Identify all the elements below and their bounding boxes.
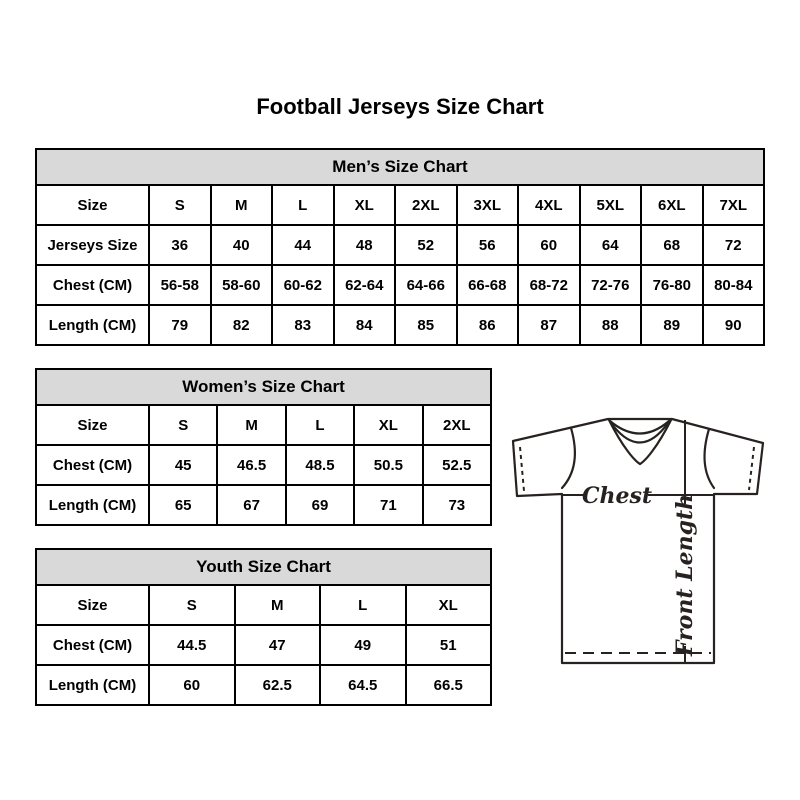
value-cell: S [149,585,235,625]
left-cuff-stitch-line [520,447,524,491]
value-cell: XL [354,405,422,445]
value-cell: 86 [457,305,519,345]
value-cell: S [149,185,211,225]
value-cell: 62.5 [235,665,321,705]
value-cell: 66-68 [457,265,519,305]
table-header-row [36,549,491,585]
value-cell: 72-76 [580,265,642,305]
youth-size-table [35,548,492,706]
value-cell: 2XL [423,405,491,445]
value-cell: 45 [149,445,217,485]
chest-label: Chest [581,483,653,509]
value-cell: 90 [703,305,765,345]
left-armhole-seam [562,428,575,488]
table-title: Women’s Size Chart [36,369,491,405]
value-cell: 60 [149,665,235,705]
value-cell: 56-58 [149,265,211,305]
value-cell: 72 [703,225,765,265]
value-cell: 76-80 [641,265,703,305]
row-label-cell: Chest (CM) [36,265,149,305]
value-cell: 3XL [457,185,519,225]
value-cell: 84 [334,305,396,345]
table-row [36,405,491,445]
value-cell: 46.5 [217,445,285,485]
value-cell: 68-72 [518,265,580,305]
value-cell: L [286,405,354,445]
value-cell: 5XL [580,185,642,225]
value-cell: 67 [217,485,285,525]
value-cell: 65 [149,485,217,525]
row-label-cell: Length (CM) [36,305,149,345]
table-row [36,305,764,345]
row-label-cell: Length (CM) [36,665,149,705]
table-row [36,225,764,265]
table-title: Youth Size Chart [36,549,491,585]
right-armhole-seam [705,429,714,488]
value-cell: 6XL [641,185,703,225]
value-cell: 52 [395,225,457,265]
value-cell: 58-60 [211,265,273,305]
value-cell: M [235,585,321,625]
value-cell: M [217,405,285,445]
jersey-outline-icon [505,400,777,680]
table-row [36,585,491,625]
value-cell: 83 [272,305,334,345]
page-title: Football Jerseys Size Chart [256,94,544,119]
table-title: Men’s Size Chart [36,149,764,185]
value-cell: 64 [580,225,642,265]
table-header-row [36,149,764,185]
table-row [36,445,491,485]
front-length-label: Front Length [672,493,698,657]
table-row [36,665,491,705]
value-cell: 64-66 [395,265,457,305]
value-cell: L [272,185,334,225]
value-cell: 66.5 [406,665,492,705]
value-cell: 60-62 [272,265,334,305]
value-cell: 68 [641,225,703,265]
value-cell: 7XL [703,185,765,225]
value-cell: M [211,185,273,225]
jersey-measurement-diagram [505,400,777,680]
row-label-cell: Chest (CM) [36,625,149,665]
value-cell: 60 [518,225,580,265]
value-cell: 82 [211,305,273,345]
value-cell: 79 [149,305,211,345]
value-cell: 40 [211,225,273,265]
value-cell: XL [334,185,396,225]
table-row [36,485,491,525]
value-cell: 64.5 [320,665,406,705]
jersey-body-outline [513,419,763,663]
value-cell: 4XL [518,185,580,225]
row-label-cell: Size [36,585,149,625]
value-cell: 2XL [395,185,457,225]
row-label-cell: Size [36,185,149,225]
womens-size-table [35,368,492,526]
row-label-cell: Jerseys Size [36,225,149,265]
value-cell: 48.5 [286,445,354,485]
value-cell: 89 [641,305,703,345]
value-cell: 48 [334,225,396,265]
value-cell: L [320,585,406,625]
value-cell: 88 [580,305,642,345]
value-cell: S [149,405,217,445]
value-cell: 47 [235,625,321,665]
value-cell: 51 [406,625,492,665]
row-label-cell: Size [36,405,149,445]
table-row [36,625,491,665]
table-header-row [36,369,491,405]
value-cell: 87 [518,305,580,345]
value-cell: 71 [354,485,422,525]
value-cell: 44.5 [149,625,235,665]
table-row [36,185,764,225]
value-cell: 56 [457,225,519,265]
value-cell: 52.5 [423,445,491,485]
value-cell: 85 [395,305,457,345]
value-cell: 44 [272,225,334,265]
right-cuff-stitch-line [749,447,754,490]
mens-size-table [35,148,765,346]
value-cell: 80-84 [703,265,765,305]
value-cell: XL [406,585,492,625]
value-cell: 73 [423,485,491,525]
value-cell: 50.5 [354,445,422,485]
table-row [36,265,764,305]
value-cell: 36 [149,225,211,265]
value-cell: 69 [286,485,354,525]
value-cell: 62-64 [334,265,396,305]
row-label-cell: Chest (CM) [36,445,149,485]
value-cell: 49 [320,625,406,665]
row-label-cell: Length (CM) [36,485,149,525]
